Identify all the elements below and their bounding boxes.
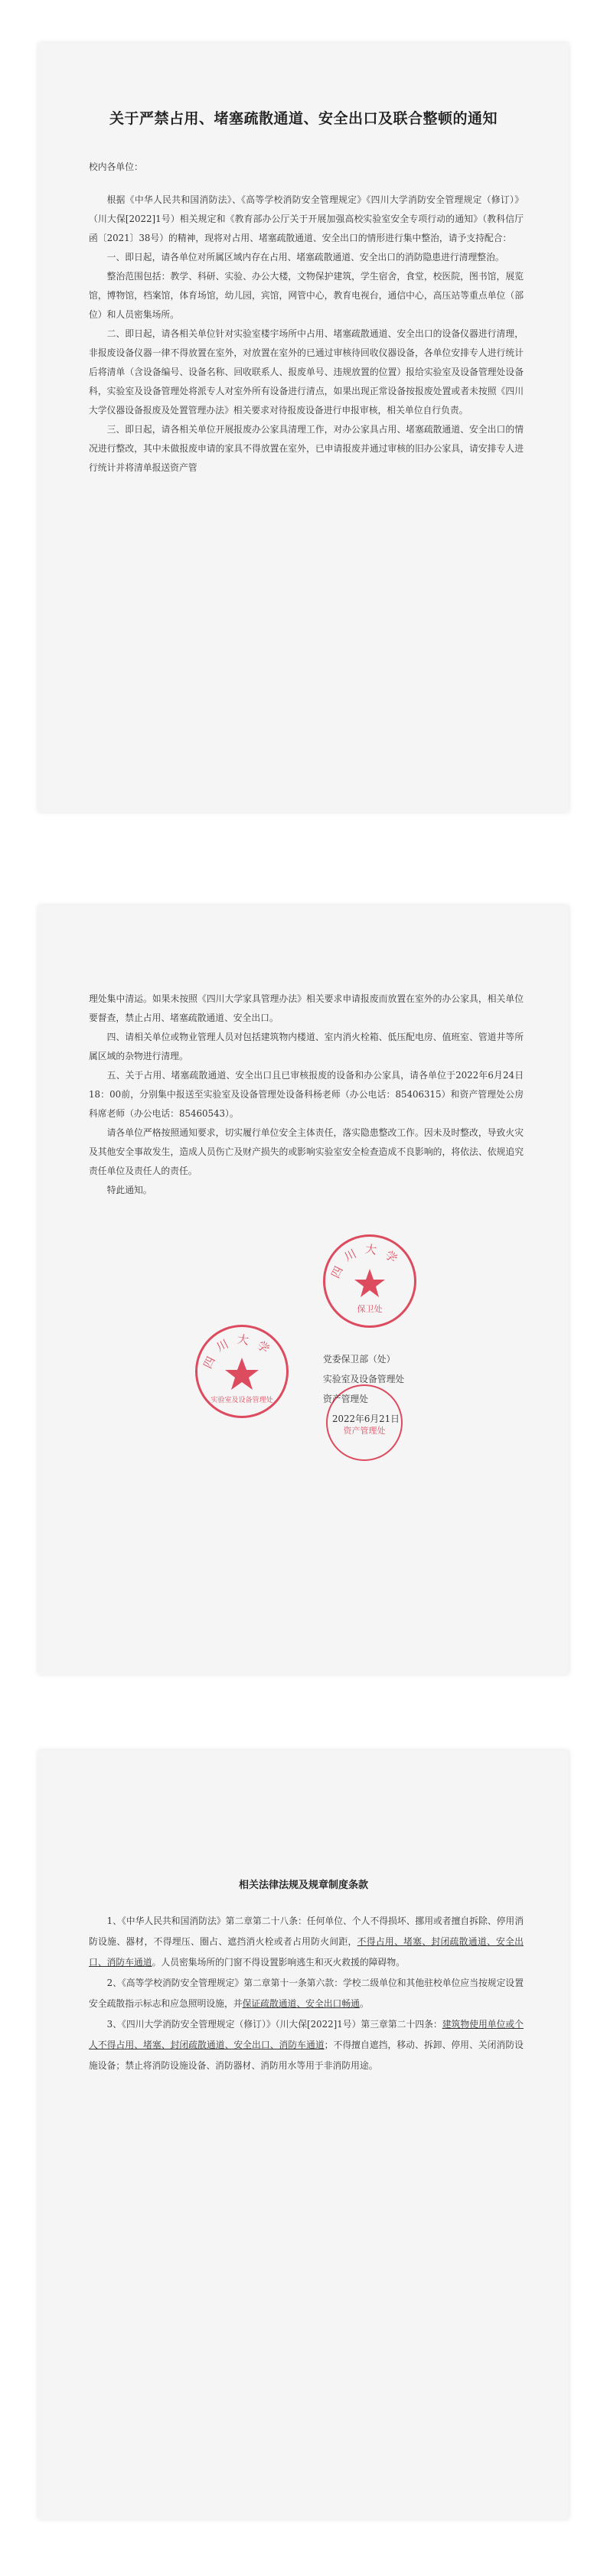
paragraph: 三、即日起，请各相关单位开展报废办公家具清理工作，对办公家具占用、堵塞疏散通道、安全出口的情况进行整改，其中未做报废申请的家具不得放置在室外，已申请报废并通过审核的旧办公家具，请安排专人进行统计并将清单报送资产管	[89, 424, 524, 473]
paragraph: 根据《中华人民共和国消防法》、《高等学校消防安全管理规定》《四川大学消防安全管理规定（修订）》（川大保[2022]1号）相关规定和《教育部办公厅关于开展加强高校实验室安全专项行动的通知》（教科信厅函〔2021〕38号）的精神，现将对占用、堵塞疏散通道、安全出口的情形进行集中整治，请予支持配合：	[89, 194, 524, 243]
regulations-body	[89, 1911, 524, 2076]
document-page-1	[38, 43, 569, 812]
svg-text:四川大学	[201, 1332, 278, 1371]
addressee: 校内各单位：	[89, 161, 143, 172]
seal-left-arc-text: 四川大学	[201, 1332, 278, 1371]
closing: 特此通知。	[106, 1185, 152, 1195]
signature-org-3: 资产管理处	[323, 1394, 368, 1404]
regulation-item: 3、《四川大学消防安全管理规定（修订）》（川大保[2022]1号）第三章第二十四条：建筑物使用单位或个人不得占用、堵塞、封闭疏散通道、安全出口、消防车通道；不得擅自遮挡，移动、拆卸、停用、关闭消防设施设备；禁止将消防设施设备、消防器材、消防用水等用于非消防用途。	[89, 2019, 524, 2071]
paragraph: 五、关于占用、堵塞疏散通道、安全出口且已审核报废的设备和办公家具，请各单位于2022年6月24日18：00前，分别集中报送至实验室及设备管理处设备科杨老师（办公电话：85406315）和资产管理处公房科席老师（办公电话：85460543）。	[89, 1070, 524, 1119]
paragraph: 一、即日起，请各单位对所属区域内存在占用、堵塞疏散通道、安全出口的消防隐患进行清理整治。	[106, 252, 504, 262]
document-page-2	[38, 905, 569, 1674]
paragraph: 请各单位严格按照通知要求，切实履行单位安全主体责任，落实隐患整改工作。因未及时整改，导致火灾及其他安全事故发生，造成人员伤亡及财产损失的或影响实验室安全检查造成不良影响的，将依法、依规追究责任单位及责任人的责任。	[89, 1127, 524, 1176]
paragraph: 理处集中清运。如果未按照《四川大学家具管理办法》相关要求申请报废而放置在室外的办公家具，相关单位要督查，禁止占用、堵塞疏散通道、安全出口。	[89, 993, 524, 1023]
seal-right-sub-text: 保卫处	[357, 1304, 383, 1314]
notice-body	[89, 158, 524, 478]
document-page-3	[38, 1750, 569, 2519]
notice-body-continued	[89, 990, 524, 1200]
paragraph: 整治范围包括：教学、科研、实验、办公大楼，文物保护建筑，学生宿舍，食堂，校医院，图书馆，展览馆，博物馆，档案馆，体育场馆，幼儿园，宾馆，网管中心，教育电视台，通信中心，高压站等重点单位（部位）和人员密集场所。	[89, 271, 524, 320]
signature-org-1: 党委保卫部（处）	[323, 1354, 396, 1365]
paragraph: 二、即日起，请各相关单位针对实验室楼宇场所中占用、堵塞疏散通道、安全出口的设备仪器进行清理，非报废设备仪器一律不得放置在室外，对放置在室外的已通过审核待回收仪器设备，各单位安排专人进行统计后将清单（含设备编号、设备名称、回收联系人、报废单号、违规放置的位置）报给实验室及设备管理处设备科，实验室及设备管理处将派专人对室外所有设备进行清点，如果出现正常设备按报废处置或者未按照《四川大学仪器设备报废及处置管理办法》相关要求对待报废设备进行申报审核，相关单位自行负责。	[89, 328, 524, 416]
seal-left-sub-text: 实验室及设备管理处	[210, 1397, 273, 1404]
signature-org-2: 实验室及设备管理处	[323, 1374, 405, 1384]
regulation-item: 1、《中华人民共和国消防法》第二章第二十八条：任何单位、个人不得损坏、挪用或者擅自拆除、停用消防设施、器材，不得埋压、圈占、遮挡消火栓或者占用防火间距，不得占用、堵塞、封闭疏散通道、安全出口、消防车通道。人员密集场所的门窗不得设置影响逃生和灭火救援的障碍物。	[89, 1916, 524, 1968]
signature-date: 2022年6月21日	[332, 1414, 400, 1424]
official-seal-left	[195, 1325, 289, 1418]
regulation-item: 2、《高等学校消防安全管理规定》第二章第十一条第六款：学校二级单位和其他驻校单位应当按规定设置安全疏散指示标志和应急照明设施，并保证疏散通道、安全出口畅通。	[89, 1978, 524, 2009]
seal-right-arc-text: 四川大学	[328, 1241, 406, 1281]
notice-title: 关于严禁占用、堵塞疏散通道、安全出口及联合整顿的通知	[109, 110, 498, 127]
seal-small-text: 资产管理处	[343, 1426, 386, 1436]
underlined-clause: 不得占用、堵塞、封闭疏散通道、安全出口、消防车通道	[89, 1936, 524, 1968]
underlined-clause: 保证疏散通道、安全出口畅通	[242, 1998, 360, 2009]
official-seal-right	[323, 1234, 416, 1328]
svg-text:四川大学	[328, 1242, 406, 1280]
regulations-title: 相关法律法规及规章制度条款	[238, 1880, 368, 1891]
paragraph: 四、请相关单位或物业管理人员对包括建筑物内楼道、室内消火栓箱、低压配电房、值班室、管道井等所属区域的杂物进行清理。	[89, 1032, 524, 1061]
underlined-clause: 建筑物使用单位或个人不得占用、堵塞、封闭疏散通道、安全出口、消防车通道	[89, 2019, 524, 2050]
